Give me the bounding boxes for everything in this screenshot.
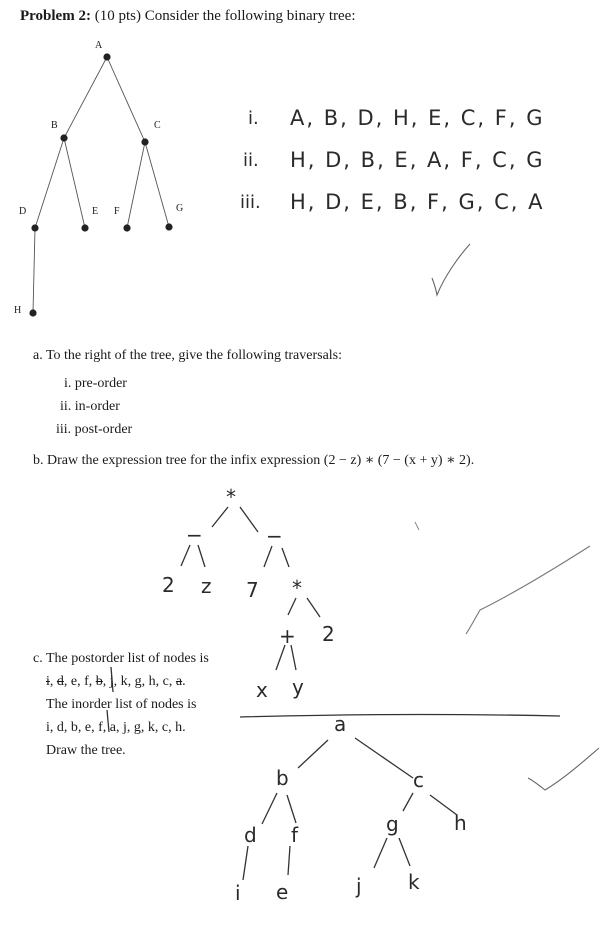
tree-label-B: B [51, 120, 58, 131]
post-token-i: i [46, 674, 50, 689]
part-a-text: a. To the right of the tree, give the following traversals: [33, 348, 343, 363]
tree-label-G: G [176, 203, 184, 214]
tree-edges [33, 57, 169, 313]
part-c-line5: Draw the tree. [46, 743, 126, 758]
expr-node-2: 2 [162, 573, 175, 597]
answer-i-label: i. [248, 108, 259, 129]
tree-node-F [123, 224, 130, 231]
expr-node-7: 7 [246, 578, 259, 602]
answer-iii-label: iii. [240, 192, 261, 213]
tree-label-C: C [154, 120, 161, 131]
tree-label-D: D [19, 206, 27, 217]
letter-node-j: j [356, 874, 362, 898]
tree-label-E: E [92, 206, 99, 217]
tree-label-F: F [114, 206, 120, 217]
expr-node-y: y [292, 675, 304, 699]
check-mark-1 [432, 244, 470, 295]
answer-ii-value: H, D, B, E, A, F, C, G [290, 148, 545, 172]
post-token-c: c [162, 674, 169, 689]
tree-node-C [141, 138, 148, 145]
expr-node-2-inner: 2 [322, 622, 335, 646]
tree-node-H [29, 309, 36, 316]
answer-i-value: A, B, D, H, E, C, F, G [290, 106, 545, 130]
post-token-e: e [70, 674, 78, 689]
problem-label: Problem 2: [20, 8, 91, 24]
tree-label-H: H [14, 305, 22, 316]
letter-node-a: a [334, 712, 347, 736]
letter-node-c: c [413, 768, 424, 792]
post-token-k: k [120, 674, 128, 689]
letter-node-e: e [276, 880, 289, 904]
post-token-g: g [134, 674, 142, 689]
check-mark-3 [528, 748, 599, 790]
check-mark-2 [466, 546, 590, 634]
tree-label-A: A [95, 40, 103, 51]
part-c-line1: c. The postorder list of nodes is [33, 651, 209, 666]
answer-iii-value: H, D, E, B, F, G, C, A [290, 190, 545, 214]
post-token-a: a [175, 674, 183, 689]
part-b-text: b. Draw the expression tree for the infix expression (2 − z) ∗ (7 − (x + y) ∗ 2). [33, 453, 475, 468]
problem-text: (10 pts) Consider the following binary tree: [94, 8, 356, 24]
part-a-item-inorder: ii. in-order [60, 399, 120, 414]
part-a-item-postorder: iii. post-order [56, 422, 133, 437]
post-token-j: j [109, 674, 114, 689]
post-token-f: f [84, 674, 89, 689]
post-token-b: b [95, 674, 103, 689]
letter-node-i: i [235, 881, 241, 905]
expr-node-x: x [256, 678, 268, 702]
part-c-postorder-list: i, d, e, f, b, j, k, g, h, c, a. [46, 674, 186, 689]
expr-node-minus-right: − [266, 524, 283, 548]
expr-node-z: z [201, 574, 212, 598]
expr-node-minus-left: − [186, 523, 203, 547]
tree-node-A [103, 53, 110, 60]
letter-node-h: h [454, 811, 467, 835]
divider-line [240, 714, 560, 717]
letter-node-k: k [408, 870, 420, 894]
tree-node-B [60, 134, 67, 141]
letter-node-b: b [276, 766, 289, 790]
part-a-item-preorder: i. pre-order [64, 376, 127, 391]
tree-node-D [31, 224, 38, 231]
part-c-line3: The inorder list of nodes is [46, 697, 197, 712]
expr-node-times-inner: * [292, 576, 302, 600]
part-c-inorder-list: i, d, b, e, f, a, j, g, k, c, h. [46, 720, 186, 735]
expr-node-times-root: * [226, 485, 236, 509]
tree-node-E [81, 224, 88, 231]
letter-node-f: f [291, 823, 299, 847]
letter-tree-edges [243, 738, 457, 880]
post-token-h: h [148, 674, 156, 689]
stray-mark [415, 522, 419, 530]
letter-node-d: d [244, 823, 257, 847]
tree-node-G [165, 223, 172, 230]
letter-node-g: g [386, 812, 399, 836]
answer-ii-label: ii. [243, 150, 259, 171]
post-token-d: d [56, 674, 64, 689]
expr-node-plus: + [279, 624, 296, 648]
tree-nodes [29, 53, 172, 316]
